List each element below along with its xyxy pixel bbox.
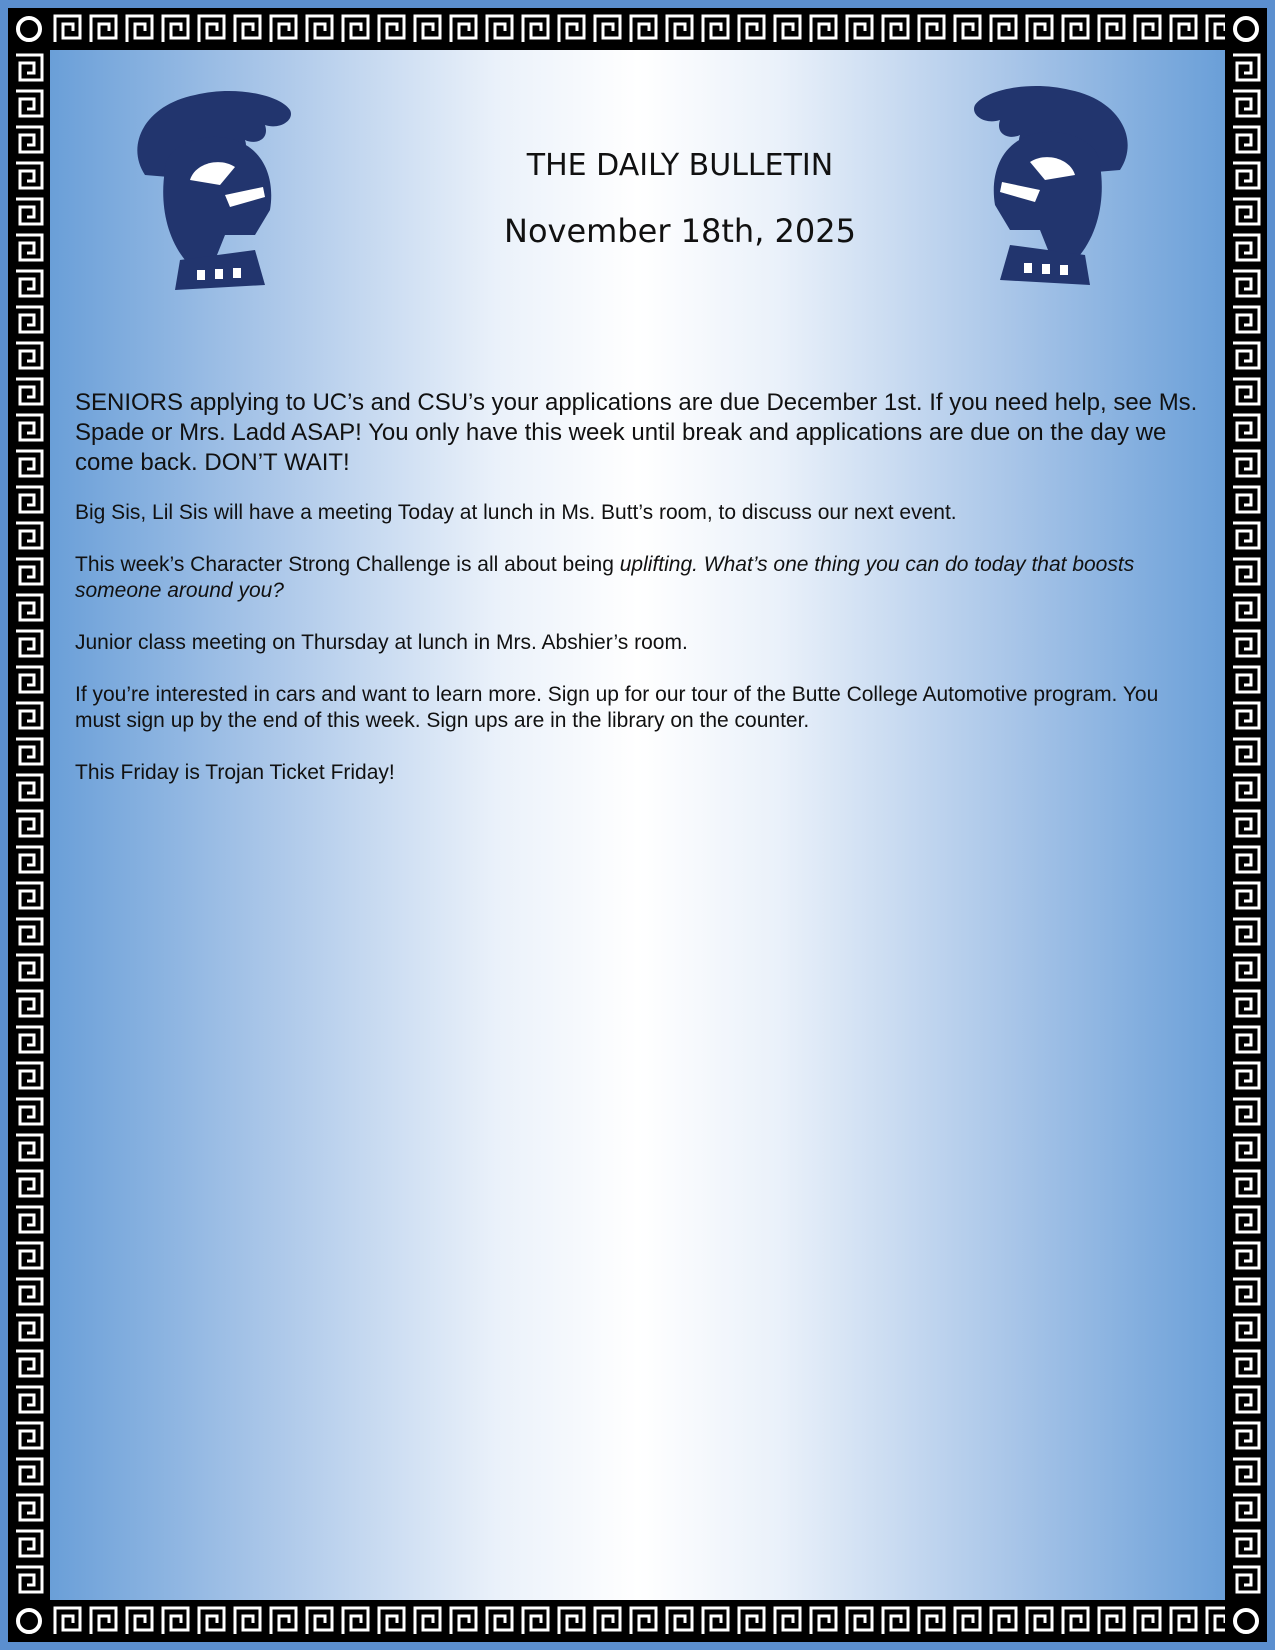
bulletin-title: THE DAILY BULLETIN bbox=[526, 148, 834, 183]
corner-ring-icon bbox=[8, 8, 50, 50]
announcement-trojan-ticket: This Friday is Trojan Ticket Friday! bbox=[75, 761, 395, 784]
greek-key-border-right bbox=[1225, 50, 1267, 1600]
trojan-helmet-logo bbox=[960, 80, 1160, 295]
greek-key-border-left bbox=[8, 50, 50, 1600]
greek-key-border-top bbox=[50, 8, 1225, 50]
announcement-butte-college: If you’re interested in cars and want to learn more. Sign up for our tour of the Butte College Automotive program. You must sign up by the end of this week. Sign ups are in the library on the counter. bbox=[75, 683, 1159, 732]
announcement-big-sis: Big Sis, Lil Sis will have a meeting Today at lunch in Ms. Butt’s room, to discuss our next event. bbox=[75, 501, 957, 524]
corner-ring-icon bbox=[8, 1600, 50, 1642]
announcement-seniors: SENIORS applying to UC’s and CSU’s your applications are due December 1st. If you need help, see Ms. Spade or Mrs. Ladd ASAP! You only have this week until break and applications are due on the day we come back. DON’T WAIT! bbox=[75, 389, 1198, 476]
corner-ring-icon bbox=[1225, 1600, 1267, 1642]
announcements-list bbox=[75, 388, 1205, 812]
announcement-character-strong bbox=[75, 552, 1205, 604]
bulletin-content bbox=[50, 50, 1225, 1600]
trojan-helmet-logo bbox=[105, 85, 305, 300]
announcement-character-strong-text: This week’s Character Strong Challenge is all about being bbox=[75, 553, 620, 576]
announcement-junior-meeting: Junior class meeting on Thursday at lunch in Mrs. Abshier’s room. bbox=[75, 631, 688, 654]
greek-key-border-bottom bbox=[50, 1600, 1225, 1642]
announcement-character-strong-italic: uplifting. What’s one thing you can do today that boosts someone around you? bbox=[75, 553, 1135, 602]
bulletin-date: November 18th, 2025 bbox=[504, 212, 856, 250]
corner-ring-icon bbox=[1225, 8, 1267, 50]
